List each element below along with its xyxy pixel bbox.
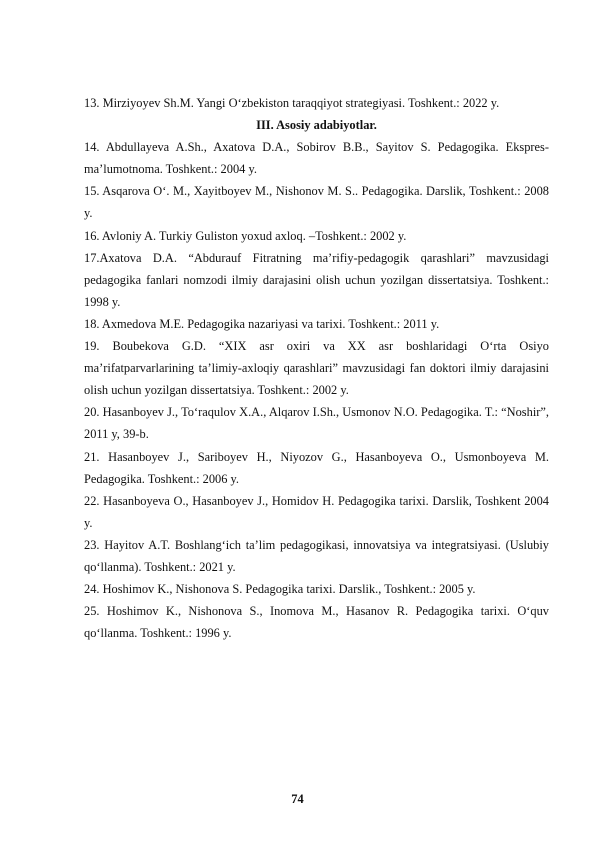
reference-item: 16. Avloniy A. Turkiy Guliston yoxud axloq. –Toshkent.: 2002 y. <box>84 228 407 243</box>
reference-item: 17.Axatova D.A. “Abdurauf Fitratning ma’rifiy-pedagogik qarashlari” mavzusidagi pedagogika fanlari nomzodi ilmiy darajasini olish uchun yozilgan dissertatsiya. Toshkent.: 1998 y. <box>84 250 549 309</box>
reference-item: 13. Mirziyoyev Sh.M. Yangi O‘zbekiston taraqqiyot strategiyasi. Toshkent.: 2022 y. <box>84 96 500 110</box>
reference-item: 18. Axmedova M.E. Pedagogika nazariyasi va tarixi. Toshkent.: 2011 y. <box>84 316 440 331</box>
reference-item: 22. Hasanboyeva O., Hasanboyev J., Homidov H. Pedagogika tarixi. Darslik, Toshkent 2004 y. <box>84 493 549 530</box>
reference-item: 20. Hasanboyev J., To‘raqulov X.A., Alqarov I.Sh., Usmonov N.O. Pedagogika. T.: “Noshir”, 2011 y, 39-b. <box>84 405 549 442</box>
page-content <box>84 92 549 644</box>
reference-item: 24. Hoshimov K., Nishonova S. Pedagogika tarixi. Darslik., Toshkent.: 2005 y. <box>84 582 476 597</box>
page-number: 74 <box>291 792 304 806</box>
section-heading: III. Asosiy adabiyotlar. <box>256 118 377 133</box>
reference-item: 23. Hayitov A.T. Boshlang‘ich ta’lim pedagogikasi, innovatsiya va integratsiyasi. (Uslubiy qo‘llanma). Toshkent.: 2021 y. <box>84 537 549 574</box>
reference-item: 15. Asqarova O‘. M., Xayitboyev M., Nishonov M. S.. Pedagogika. Darslik, Toshkent.: 2008 y. <box>84 184 549 221</box>
reference-item: 21. Hasanboyev J., Sariboyev H., Niyozov G., Hasanboyeva O., Usmonboyeva M. Pedagogika. Toshkent.: 2006 y. <box>84 449 549 486</box>
reference-item: 19. Boubekova G.D. “XIX asr oxiri va XX asr boshlaridagi O‘rta Osiyo ma’rifatparvarlarining ta’limiy-axloqiy qarashlari” mavzusidagi fan doktori ilmiy darajasini olish uchun yozilgan dissertatsiya. Toshkent.: 2002 y. <box>84 339 549 398</box>
reference-item: 14. Abdullayeva A.Sh., Axatova D.A., Sobirov B.B., Sayitov S. Pedagogika. Ekspres-ma’lumotnoma. Toshkent.: 2004 y. <box>84 140 549 177</box>
reference-item: 25. Hoshimov K., Nishonova S., Inomova M., Hasanov R. Pedagogika tarixi. O‘quv qo‘llanma. Toshkent.: 1996 y. <box>84 604 549 641</box>
